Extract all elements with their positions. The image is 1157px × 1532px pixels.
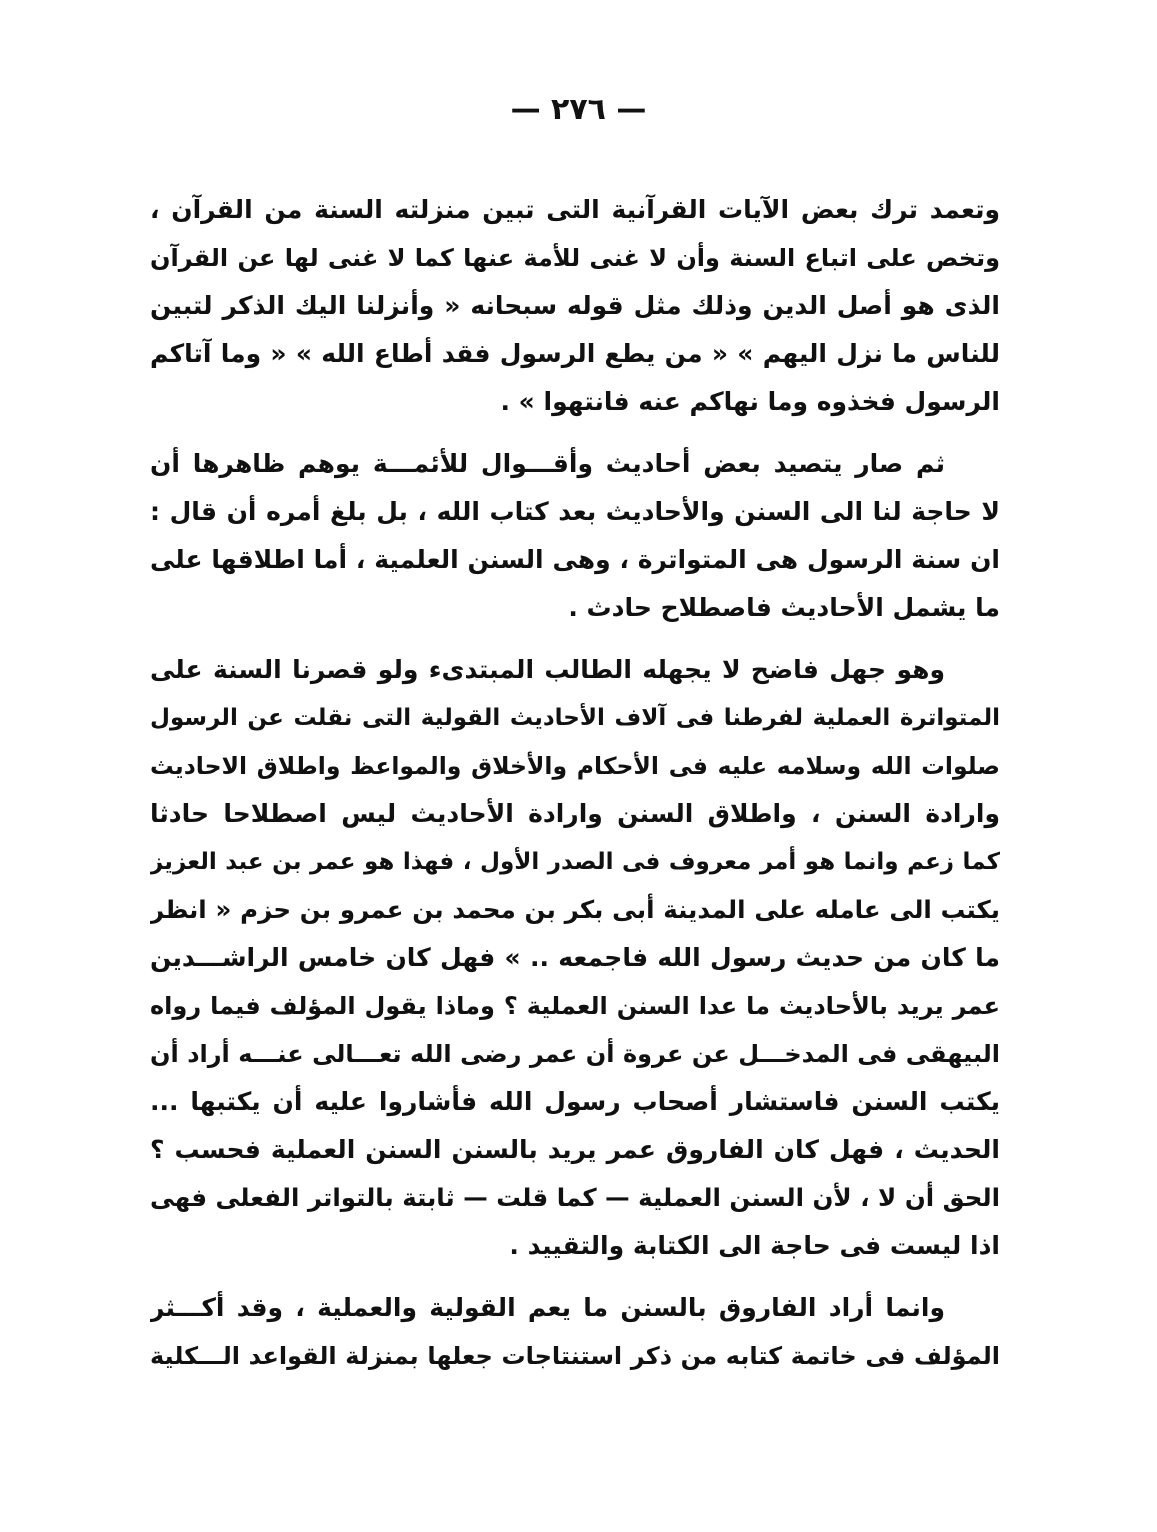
body-text	[150, 186, 1000, 1380]
text-line: المؤلف فى خاتمة كتابه من ذكر استنتاجات جعلها بمنزلة القواعد الـــكلية	[150, 1342, 1000, 1370]
text-line: البيهقى فى المدخـــل عن عروة أن عمر رضى الله تعـــالى عنـــه أراد أن	[150, 1040, 1000, 1068]
text-line: ثم صار يتصيد بعض أحاديث وأقـــوال للأئمـــة يوهم ظاهرها أن	[150, 449, 945, 478]
text-line: الذى هو أصل الدين وذلك مثل قوله سبحانه « وأنزلنا اليك الذكر لتبين	[150, 291, 1000, 320]
text-line: اذا ليست فى حاجة الى الكتابة والتقييد .	[509, 1231, 1000, 1260]
paragraph-2	[150, 440, 1000, 632]
text-line: ما يشمل الأحاديث فاصطلاح حادث .	[568, 593, 1000, 622]
text-line: عمر يريد بالأحاديث ما عدا السنن العملية ؟ وماذا يقول المؤلف فيما رواه	[150, 992, 1000, 1020]
text-line: وتعمد ترك بعض الآيات القرآنية التى تبين منزلته السنة من القرآن ،	[150, 195, 1000, 224]
paragraph-1	[150, 186, 1000, 426]
text-line: الحديث ، فهل كان الفاروق عمر يريد بالسنن السنن العملية فحسب ؟	[150, 1135, 1000, 1164]
text-line: لا حاجة لنا الى السنن والأحاديث بعد كتاب الله ، بل بلغ أمره أن قال :	[150, 497, 1000, 526]
text-line: ما كان من حديث رسول الله فاجمعه .. » فهل كان خامس الراشـــدين	[150, 943, 1000, 972]
text-line: صلوات الله وسلامه عليه فى الأحكام والأخلاق والمواعظ واطلاق الاحاديث	[150, 752, 1000, 780]
text-line: يكتب السنن فاستشار أصحاب رسول الله فأشاروا عليه أن يكتبها ...	[150, 1087, 1000, 1116]
text-line: الرسول فخذوه وما نهاكم عنه فانتهوا » .	[500, 387, 1000, 416]
paragraph-4	[150, 1284, 1000, 1380]
page-number: — ٢٧٦ —	[510, 92, 647, 127]
text-line: الحق أن لا ، لأن السنن العملية — كما قلت — ثابتة بالتواتر الفعلى فهى	[150, 1183, 1000, 1212]
text-line: كما زعم وانما هو أمر معروف فى الصدر الأول ، فهذا هو عمر بن عبد العزيز	[150, 849, 1000, 875]
text-line: وارادة السنن ، واطلاق السنن وارادة الأحاديث ليس اصطلاحا حادثا	[150, 799, 1000, 828]
text-line: وتخص على اتباع السنة وأن لا غنى للأمة عنها كما لا غنى لها عن القرآن	[150, 244, 1000, 272]
text-line: يكتب الى عامله على المدينة أبى بكر بن محمد بن عمرو بن حزم « انظر	[150, 895, 1000, 924]
text-line: وانما أراد الفاروق بالسنن ما يعم القولية والعملية ، وقد أكـــثر	[150, 1293, 945, 1322]
text-line: وهو جهل فاضح لا يجهله الطالب المبتدىء ولو قصرنا السنة على	[150, 655, 945, 684]
paragraph-3	[150, 646, 1000, 1270]
text-line: للناس ما نزل اليهم » « من يطع الرسول فقد أطاع الله » « وما آتاكم	[150, 339, 1000, 368]
text-line: ان سنة الرسول هى المتواترة ، وهى السنن العلمية ، أما اطلاقها على	[150, 545, 1000, 574]
text-line: المتواترة العملية لفرطنا فى آلاف الأحاديث القولية التى نقلت عن الرسول	[150, 705, 1000, 731]
